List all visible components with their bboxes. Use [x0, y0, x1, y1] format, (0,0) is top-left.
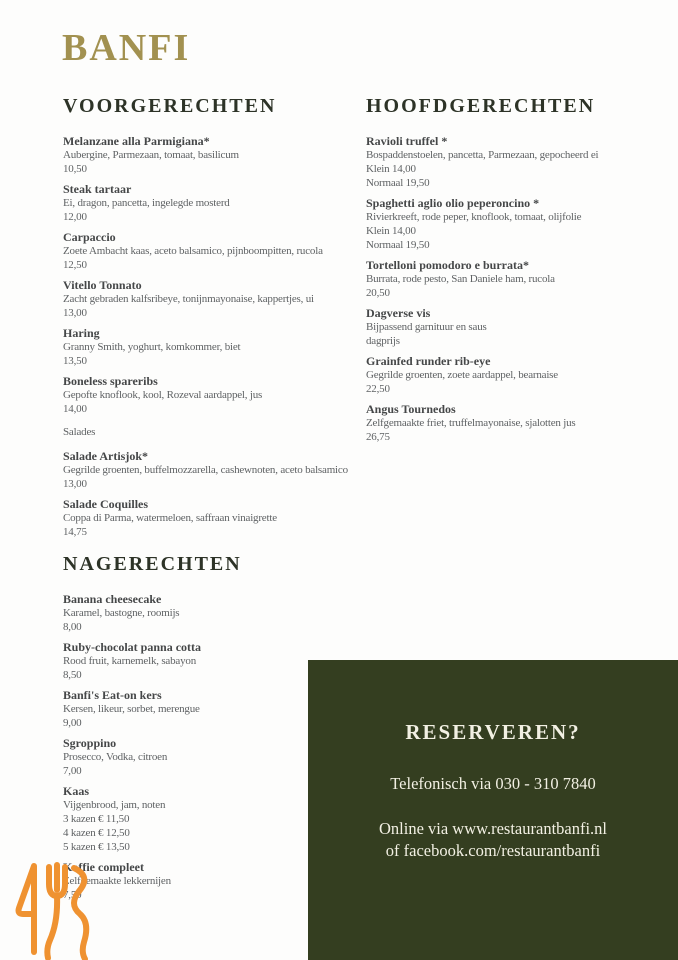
menu-item [63, 784, 343, 854]
menu-item [63, 592, 343, 634]
reservation-title: RESERVEREN? [405, 720, 581, 744]
menu-item [63, 230, 363, 272]
menu-item [63, 326, 363, 368]
menu-item-name: Sgroppino [63, 736, 117, 750]
menu-item-line: Klein 14,00 [366, 163, 416, 175]
menu-item-line: Granny Smith, yoghurt, komkommer, biet [63, 341, 241, 353]
menu-item-line: Kersen, likeur, sorbet, merengue [63, 703, 200, 715]
menu-item-line: Burrata, rode pesto, San Daniele ham, rucola [366, 273, 555, 285]
menu-item [366, 134, 666, 190]
menu-item-name: Spaghetti aglio olio peperoncino * [366, 196, 540, 210]
menu-item-line: Normaal 19,50 [366, 177, 430, 189]
menu-item [63, 425, 363, 439]
menu-item [63, 134, 363, 176]
menu-item-line: 8,00 [63, 621, 82, 633]
menu-item-line: 22,50 [366, 383, 390, 395]
menu-item-line: 14,00 [63, 403, 87, 415]
menu-item-line: 20,50 [366, 287, 390, 299]
menu-item-line: Prosecco, Vodka, citroen [63, 751, 168, 763]
menu-item-line: Coppa di Parma, watermeloen, saffraan vinaigrette [63, 512, 277, 524]
cutlery-logo-icon [6, 860, 94, 960]
menu-item-line: Rivierkreeft, rode peper, knoflook, tomaat, olijfolie [366, 211, 582, 223]
menu-item-name: Grainfed runder rib-eye [366, 354, 491, 368]
section-title-voorgerechten: VOORGERECHTEN [63, 95, 277, 117]
menu-item-line: 7,00 [63, 765, 82, 777]
menu-item [366, 402, 666, 444]
section-title-hoofdgerechten: HOOFDGERECHTEN [366, 95, 596, 117]
menu-item-line: Bijpassend garnituur en saus [366, 321, 487, 333]
menu-item-name: Ruby-chocolat panna cotta [63, 640, 202, 654]
menu-item-line: 3 kazen € 11,50 [63, 813, 130, 825]
menu-item-line: Normaal 19,50 [366, 239, 430, 251]
menu-item [63, 449, 363, 491]
menu-item-line: Gegrilde groenten, zoete aardappel, bearnaise [366, 369, 558, 381]
menu-item-line: Vijgenbrood, jam, noten [63, 799, 166, 811]
menu-item-line: 10,50 [63, 163, 87, 175]
menu-item [366, 196, 666, 252]
menu-item-name: Banana cheesecake [63, 592, 162, 606]
menu-item-line: Zoete Ambacht kaas, aceto balsamico, pijnboompitten, rucola [63, 245, 323, 257]
menu-item [366, 258, 666, 300]
menu-item [63, 182, 363, 224]
menu-item [63, 374, 363, 416]
menu-item-name: Carpaccio [63, 230, 116, 244]
menu-item-line: Karamel, bastogne, roomijs [63, 607, 180, 619]
menu-item [63, 497, 363, 539]
menu-item-name: Ravioli truffel * [366, 134, 448, 148]
menu-item-name: Kaas [63, 784, 90, 798]
menu-item-line: 13,50 [63, 355, 87, 367]
menu-item-line: 12,50 [63, 259, 87, 271]
menu-item-name: Angus Tournedos [366, 402, 456, 416]
menu-item-name: Steak tartaar [63, 182, 132, 196]
menu-item-line: Salades [63, 426, 96, 438]
menu-item-name: Tortelloni pomodoro e burrata* [366, 258, 530, 272]
reservation-phone: Telefonisch via 030 - 310 7840 [390, 774, 596, 793]
menu-item-name: Salade Artisjok* [63, 449, 149, 463]
menu-item-line: 4 kazen € 12,50 [63, 827, 130, 839]
section-voorgerechten [63, 94, 363, 545]
menu-item-line: Bospaddenstoelen, pancetta, Parmezaan, gepocheerd ei [366, 149, 599, 161]
reservation-online [308, 818, 678, 862]
menu-item-name: Dagverse vis [366, 306, 431, 320]
menu-item [366, 354, 666, 396]
menu-item-line: 12,00 [63, 211, 87, 223]
menu-item-name: Boneless spareribs [63, 374, 158, 388]
menu-item-line: 13,00 [63, 307, 87, 319]
menu-item-name: Melanzane alla Parmigiana* [63, 134, 210, 148]
menu-item [63, 640, 343, 682]
menu-item-line: Aubergine, Parmezaan, tomaat, basilicum [63, 149, 239, 161]
menu-item-name: Banfi's Eat-on kers [63, 688, 162, 702]
menu-item-line: 8,50 [63, 669, 82, 681]
reservation-online-line2: of facebook.com/restaurantbanfi [385, 841, 601, 860]
menu-item-name: Salade Coquilles [63, 497, 149, 511]
section-title-nagerechten: NAGERECHTEN [63, 553, 242, 575]
menu-item-line: Gegrilde groenten, buffelmozzarella, cashewnoten, aceto balsamico [63, 464, 348, 476]
section-hoofdgerechten [366, 94, 666, 450]
brand-logo: BANFI [62, 27, 191, 69]
reservation-online-line1: Online via www.restaurantbanfi.nl [378, 819, 608, 838]
nagerechten-items [63, 592, 343, 902]
menu-item-name: Haring [63, 326, 100, 340]
menu-item-line: 7,50 [63, 889, 82, 901]
menu-item-line: 14,75 [63, 526, 87, 538]
menu-item-name: Vitello Tonnato [63, 278, 142, 292]
menu-item [63, 688, 343, 730]
hoofdgerechten-items [366, 134, 666, 444]
menu-item-line: Zelfgemaakte friet, truffelmayonaise, sjalotten jus [366, 417, 576, 429]
menu-item-line: Zacht gebraden kalfsribeye, tonijnmayonaise, kappertjes, ui [63, 293, 314, 305]
menu-item [63, 278, 363, 320]
menu-item-name: Koffie compleet [63, 860, 144, 874]
menu-item-line: Rood fruit, karnemelk, sabayon [63, 655, 196, 667]
section-nagerechten [63, 552, 343, 908]
menu-item-line: 13,00 [63, 478, 87, 490]
menu-item [366, 306, 666, 348]
menu-item [63, 860, 343, 902]
menu-item-line: 26,75 [366, 431, 390, 443]
menu-item-line: 9,00 [63, 717, 82, 729]
menu-item-line: Zelfgemaakte lekkernijen [63, 875, 171, 887]
menu-item-line: Ei, dragon, pancetta, ingelegde mosterd [63, 197, 230, 209]
reservation-panel [308, 660, 678, 960]
menu-item-line: Klein 14,00 [366, 225, 416, 237]
menu-item [63, 736, 343, 778]
menu-item-line: dagprijs [366, 335, 400, 347]
menu-item-line: 5 kazen € 13,50 [63, 841, 130, 853]
voorgerechten-items [63, 134, 363, 539]
menu-item-line: Gepofte knoflook, kool, Rozeval aardappel, jus [63, 389, 263, 401]
